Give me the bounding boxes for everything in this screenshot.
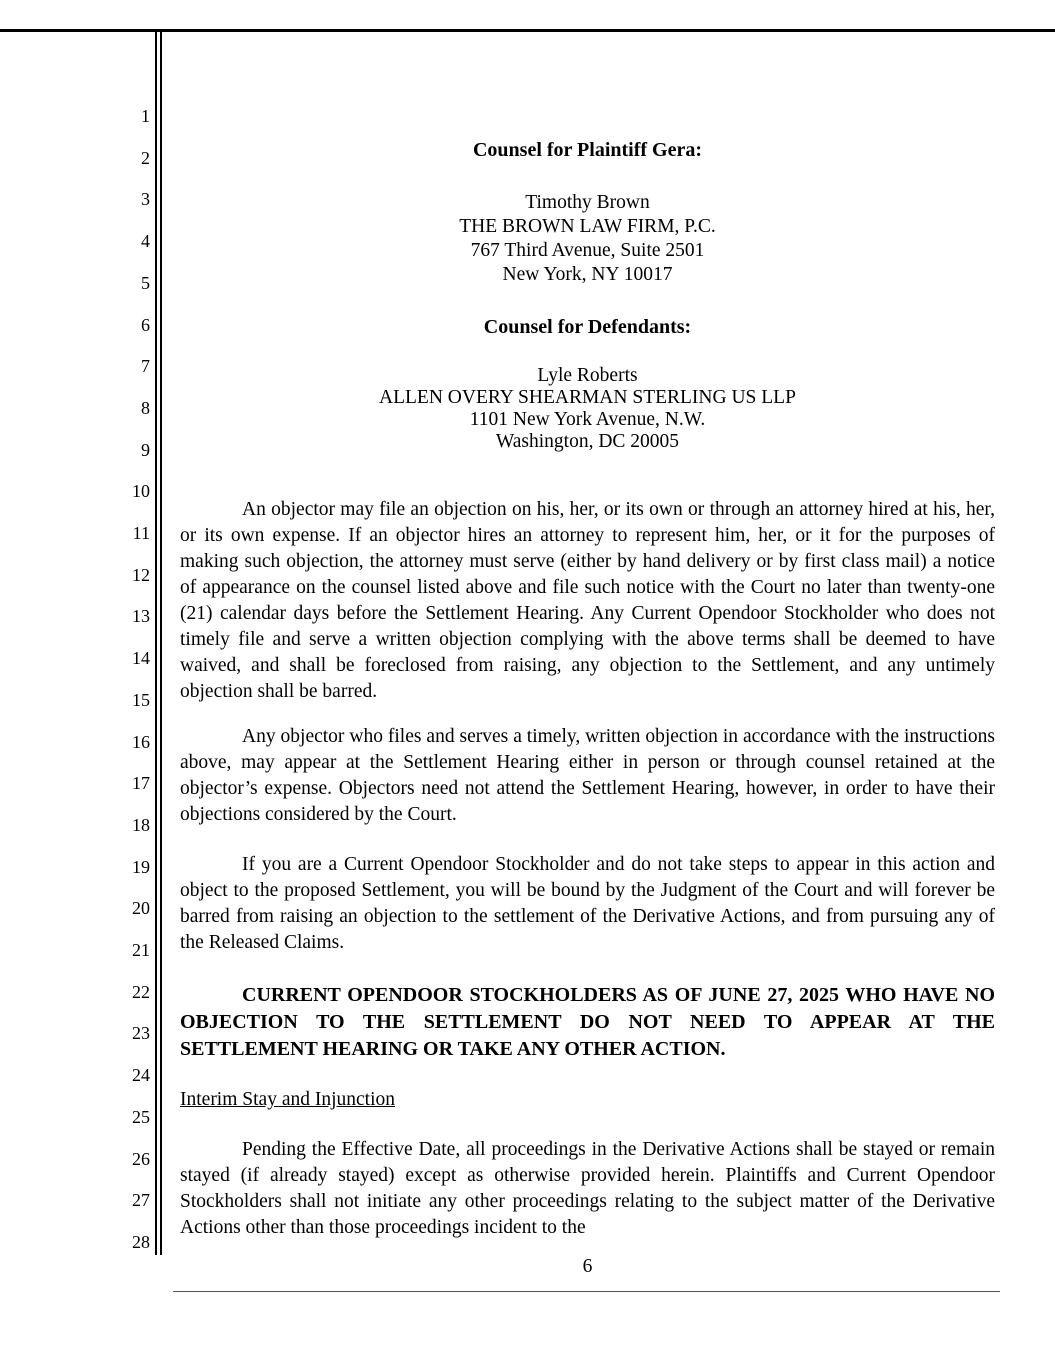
line-number: 27 (132, 1190, 150, 1210)
line-number: 6 (141, 315, 150, 335)
line-number: 1 (141, 106, 150, 126)
line-number: 9 (141, 440, 150, 460)
line-number: 18 (132, 815, 150, 835)
line-number: 13 (132, 606, 150, 626)
paragraph-failure-to-object: If you are a Current Opendoor Stockholder and do not take steps to appear in this action and object to the proposed Settlement, you will be bound by the Judgment of the Court and will forever be barred from raising an objection to the settlement of the Derivative Actions, and from pursuing any of the Released Claims. (180, 854, 995, 953)
attorney-name: Lyle Roberts (537, 365, 638, 386)
line-number: 4 (141, 231, 150, 251)
line-number: 10 (132, 481, 150, 501)
line-number: 14 (132, 648, 150, 668)
attorney-name: Timothy Brown (525, 192, 650, 213)
line-number: 19 (132, 857, 150, 877)
document-body (180, 0, 995, 1241)
interim-stay-heading: Interim Stay and Injunction (180, 1089, 395, 1110)
line-number: 7 (141, 356, 150, 376)
counsel-plaintiff-block (180, 191, 995, 287)
pleading-double-rule (155, 32, 162, 1255)
no-action-notice: CURRENT OPENDOOR STOCKHOLDERS AS OF JUNE 27, 2025 WHO HAVE NO OBJECTION TO THE SETTLEMENT DO NOT NEED TO APPEAR AT THE SETTLEMENT HEARING OR TAKE ANY OTHER ACTION. (180, 984, 995, 1060)
line-number: 3 (141, 189, 150, 209)
line-number: 21 (132, 940, 150, 960)
line-number: 2 (141, 148, 150, 168)
firm-name: THE BROWN LAW FIRM, P.C. (459, 216, 716, 237)
paragraph-objection-filing: An objector may file an objection on his, her, or its own or through an attorney hired at his, her, or its own expense. If an objector hires an attorney to represent him, her, or it for the purposes of making such objection, the attorney must serve (either by hand delivery or by first class mail) a notice of appearance on the counsel listed above and file such notice with the Court no later than twenty-one (21) calendar days before the Settlement Hearing. Any Current Opendoor Stockholder who does not timely file and serve a written objection complying with the above terms shall be deemed to have waived, and shall be foreclosed from raising, any objection to the Settlement, and any untimely objection shall be barred. (180, 499, 995, 702)
counsel-plaintiff-heading: Counsel for Plaintiff Gera: (472, 139, 703, 161)
address-line-1: 1101 New York Avenue, N.W. (469, 409, 706, 430)
footer-rule (173, 1291, 1000, 1292)
line-number: 24 (132, 1065, 150, 1085)
page-number: 6 (582, 1256, 593, 1277)
address-line-1: 767 Third Avenue, Suite 2501 (470, 240, 705, 261)
counsel-defendants-heading: Counsel for Defendants: (483, 316, 692, 338)
line-number: 22 (132, 982, 150, 1002)
line-number: 23 (132, 1023, 150, 1043)
line-number: 17 (132, 773, 150, 793)
line-number: 26 (132, 1149, 150, 1169)
line-number: 8 (141, 398, 150, 418)
line-number: 20 (132, 898, 150, 918)
paragraph-objector-appearance: Any objector who files and serves a timely, written objection in accordance with the instructions above, may appear at the Settlement Hearing either in person or through counsel retained at the objector’s expense. Objectors need not attend the Settlement Hearing, however, in order to have their objections considered by the Court. (180, 726, 995, 825)
address-line-2: New York, NY 10017 (502, 264, 673, 285)
line-number: 28 (132, 1232, 150, 1252)
firm-name: ALLEN OVERY SHEARMAN STERLING US LLP (379, 387, 796, 408)
line-number: 11 (132, 523, 150, 543)
line-number: 15 (132, 690, 150, 710)
paragraph-interim-stay: Pending the Effective Date, all proceedings in the Derivative Actions shall be stayed or remain stayed (if already stayed) except as otherwise provided herein. Plaintiffs and Current Opendoor Stockholders shall not initiate any other proceedings relating to the subject matter of the Derivative Actions other than those proceedings incident to the (180, 1139, 995, 1238)
line-number: 5 (141, 273, 150, 293)
address-line-2: Washington, DC 20005 (495, 431, 680, 452)
line-number: 12 (132, 565, 150, 585)
counsel-defendants-block (180, 365, 995, 453)
line-number: 16 (132, 732, 150, 752)
line-number: 25 (132, 1107, 150, 1127)
